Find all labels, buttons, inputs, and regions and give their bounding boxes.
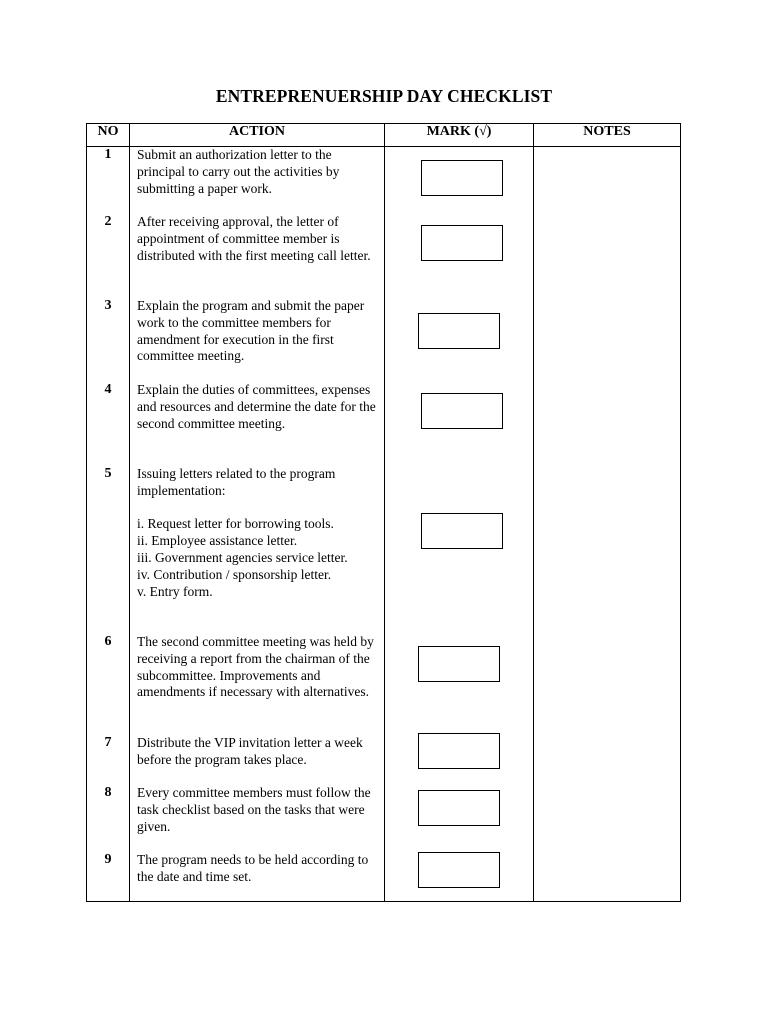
row-action xyxy=(137,852,381,886)
page-title: ENTREPRENUERSHIP DAY CHECKLIST xyxy=(215,86,553,106)
row-number: 6 xyxy=(104,634,112,649)
action-subitem: v. Entry form. xyxy=(137,583,213,599)
mark-checkbox[interactable] xyxy=(418,790,500,826)
header-action: ACTION xyxy=(228,124,285,139)
action-subitem: i. Request letter for borrowing tools. xyxy=(137,516,334,532)
spacer xyxy=(137,500,381,517)
action-text: Explain the duties of committees, expenses and resources and determine the date for the second committee meeting. xyxy=(137,382,376,431)
mark-checkbox[interactable] xyxy=(418,313,500,349)
mark-checkbox[interactable] xyxy=(421,513,503,549)
row-number: 2 xyxy=(104,214,112,229)
mark-checkbox[interactable] xyxy=(421,160,503,196)
action-text: After receiving approval, the letter of appointment of committee member is distributed with the first meeting call letter. xyxy=(137,214,371,263)
row-action xyxy=(137,735,381,769)
header-mark: MARK (√) xyxy=(426,124,492,139)
row-action xyxy=(137,298,381,365)
action-text: Every committee members must follow the task checklist based on the tasks that were given. xyxy=(137,785,371,834)
mark-checkbox[interactable] xyxy=(418,733,500,769)
column-divider xyxy=(384,124,385,901)
row-number: 7 xyxy=(104,735,112,750)
row-action xyxy=(137,466,381,600)
action-subitem: iv. Contribution / sponsorship letter. xyxy=(137,566,332,582)
action-text: Explain the program and submit the paper work to the committee members for amendment for execution in the first committee meeting. xyxy=(137,298,365,364)
row-action xyxy=(137,147,381,197)
row-action xyxy=(137,785,381,835)
row-action xyxy=(137,214,381,264)
row-number: 5 xyxy=(104,466,112,481)
row-number: 4 xyxy=(104,382,112,397)
header-no: NO xyxy=(97,124,119,139)
mark-checkbox[interactable] xyxy=(421,225,503,261)
action-text: Distribute the VIP invitation letter a week before the program takes place. xyxy=(137,735,363,767)
mark-checkbox[interactable] xyxy=(418,646,500,682)
row-number: 8 xyxy=(104,785,112,800)
action-text: Issuing letters related to the program implementation: xyxy=(137,466,336,498)
checklist-table xyxy=(86,123,681,902)
row-number: 1 xyxy=(104,147,112,162)
mark-checkbox[interactable] xyxy=(418,852,500,888)
row-number: 9 xyxy=(104,852,112,867)
row-number: 3 xyxy=(104,298,112,313)
header-notes: NOTES xyxy=(583,124,631,139)
action-text: Submit an authorization letter to the principal to carry out the activities by submitting a paper work. xyxy=(137,147,340,196)
column-divider xyxy=(533,124,534,901)
mark-checkbox[interactable] xyxy=(421,393,503,429)
action-text: The second committee meeting was held by receiving a report from the chairman of the subcommittee. Improvements and amendments if necessary with alternatives. xyxy=(137,634,374,700)
row-action xyxy=(137,382,381,432)
action-subitem: iii. Government agencies service letter. xyxy=(137,549,348,565)
column-divider xyxy=(129,124,130,901)
action-subitem: ii. Employee assistance letter. xyxy=(137,533,298,549)
row-action xyxy=(137,634,381,701)
action-text: The program needs to be held according to the date and time set. xyxy=(137,852,369,884)
